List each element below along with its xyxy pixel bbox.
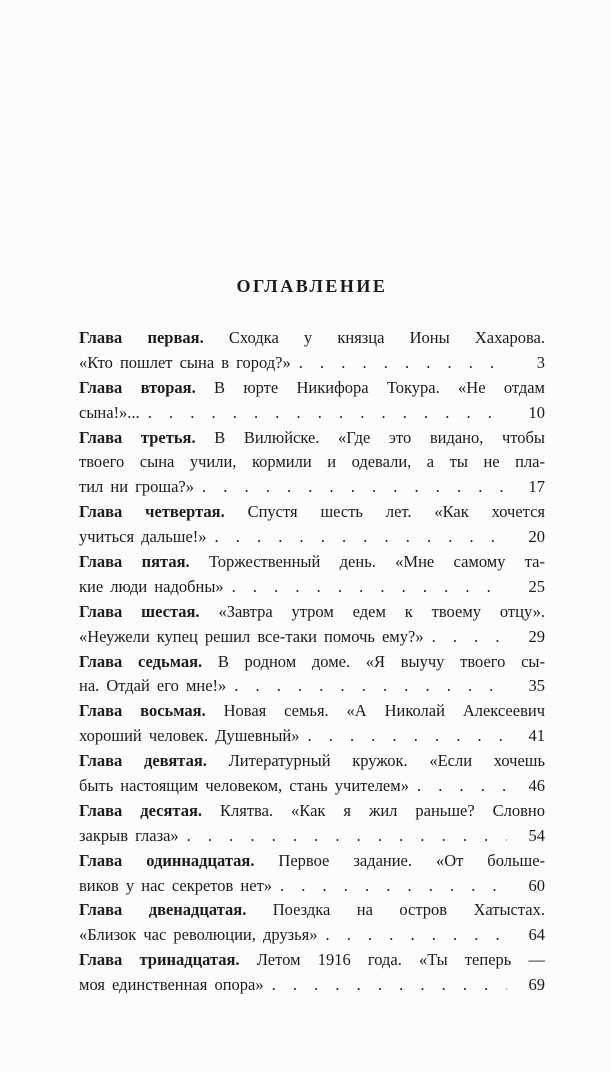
chapter-label: Глава шестая. xyxy=(79,601,200,621)
toc-line xyxy=(79,351,545,376)
entry-text: Сходка у князца Ионы Хахарова. xyxy=(228,328,545,347)
entry-text: В юрте Никифора Токура. «Не отдам xyxy=(214,377,545,397)
entry-text: Летом 1916 года. «Ты теперь — xyxy=(256,950,545,970)
page-number: 25 xyxy=(528,576,545,596)
dot-leader xyxy=(234,674,507,699)
entry-text: Поездка на остров Хатыстах. xyxy=(272,900,545,920)
toc-line xyxy=(79,799,545,824)
toc-line xyxy=(79,774,545,799)
toc-line xyxy=(79,475,545,500)
chapter-label: Глава первая. xyxy=(79,328,204,347)
entry-text: моя единственная опора» xyxy=(79,975,264,995)
dot-leader xyxy=(299,351,507,376)
toc-line xyxy=(79,898,545,923)
toc-line xyxy=(79,724,545,749)
page-number: 17 xyxy=(528,477,545,497)
dot-leader xyxy=(280,874,507,899)
dot-leader xyxy=(232,575,507,600)
entry-text: «Близок час революции, друзья» xyxy=(79,925,318,945)
entry-text: закрыв глаза» xyxy=(79,825,179,845)
dot-leader xyxy=(308,724,507,749)
dot-leader xyxy=(202,475,507,500)
toc-line xyxy=(79,401,545,426)
entry-text: хороший человек. Душевный» xyxy=(79,726,300,746)
page-number: 69 xyxy=(528,975,545,995)
entry-text: Клятва. «Как я жил раньше? Словно xyxy=(220,800,545,820)
table-of-contents xyxy=(79,326,545,998)
page-number: 60 xyxy=(528,875,545,895)
entry-text: «Завтра утром едем к твоему отцу». xyxy=(218,601,545,621)
page-number: 64 xyxy=(528,925,545,945)
entry-text: быть настоящим человеком, стань учителем» xyxy=(79,776,409,796)
chapter-label: Глава восьмая. xyxy=(79,701,206,721)
toc-line xyxy=(79,550,545,575)
toc-line xyxy=(79,500,545,525)
dot-leader xyxy=(432,625,507,650)
chapter-label: Глава девятая. xyxy=(79,751,207,771)
dot-leader xyxy=(215,525,507,550)
chapter-label: Глава пятая. xyxy=(79,552,190,572)
chapter-label: Глава четвертая. xyxy=(79,502,225,522)
entry-text: сына!»... xyxy=(79,402,140,422)
toc-line xyxy=(79,699,545,724)
toc-line xyxy=(79,625,545,650)
toc-line xyxy=(79,948,545,973)
dot-leader xyxy=(326,923,507,948)
page-number: 20 xyxy=(528,527,545,547)
page-number: 46 xyxy=(528,776,545,796)
toc-line xyxy=(79,450,545,475)
page-number: 29 xyxy=(528,626,545,646)
toc-line xyxy=(79,426,545,451)
page-number: 41 xyxy=(528,726,545,746)
chapter-label: Глава тринадцатая. xyxy=(79,950,240,970)
toc-line xyxy=(79,326,545,351)
chapter-label: Глава седьмая. xyxy=(79,651,203,671)
dot-leader xyxy=(148,401,507,426)
entry-text: «Кто пошлет сына в город?» xyxy=(79,352,291,372)
entry-text: Спустя шесть лет. «Как хочется xyxy=(247,502,545,522)
toc-line xyxy=(79,525,545,550)
toc-line xyxy=(79,923,545,948)
entry-text: тил ни гроша?» xyxy=(79,477,194,497)
dot-leader xyxy=(187,824,507,849)
entry-text: Новая семья. «А Николай Алексеевич xyxy=(223,701,545,721)
toc-line xyxy=(79,849,545,874)
dot-leader xyxy=(417,774,507,799)
entry-text: Литературный кружок. «Если хочешь xyxy=(228,751,546,771)
toc-line xyxy=(79,674,545,699)
entry-text: Первое задание. «От больше- xyxy=(278,850,546,870)
page-number: 35 xyxy=(528,676,545,696)
entry-text: кие люди надобны» xyxy=(79,576,224,596)
toc-line xyxy=(79,824,545,849)
chapter-label: Глава одиннадцатая. xyxy=(79,850,255,870)
toc-line xyxy=(79,874,545,899)
chapter-label: Глава двенадцатая. xyxy=(79,900,247,920)
page-number: 54 xyxy=(528,825,545,845)
chapter-label: Глава десятая. xyxy=(79,800,203,820)
entry-text: твоего сына учили, кормили и одевали, а ты не пла- xyxy=(79,452,545,472)
entry-text: В родном доме. «Я выучу твоего сы- xyxy=(217,651,545,671)
page-number: 10 xyxy=(528,402,545,422)
chapter-label: Глава вторая. xyxy=(79,377,196,397)
page-number: 3 xyxy=(536,352,545,372)
toc-line xyxy=(79,575,545,600)
entry-text: на. Отдай его мне!» xyxy=(79,676,227,696)
toc-line xyxy=(79,749,545,774)
toc-line xyxy=(79,650,545,675)
entry-text: Торжественный день. «Мне самому та- xyxy=(208,552,545,572)
chapter-label: Глава третья. xyxy=(79,427,196,447)
toc-line xyxy=(79,600,545,625)
toc-line xyxy=(79,973,545,998)
dot-leader xyxy=(272,973,507,998)
entry-text: В Вилюйске. «Где это видано, чтобы xyxy=(214,427,545,447)
entry-text: «Неужели купец решил все-таки помочь ему?» xyxy=(79,626,424,646)
page-title: ОГЛАВЛЕНИЕ xyxy=(236,276,388,296)
entry-text: учиться дальше!» xyxy=(79,527,207,547)
toc-line xyxy=(79,376,545,401)
entry-text: виков у нас секретов нет» xyxy=(79,875,273,895)
